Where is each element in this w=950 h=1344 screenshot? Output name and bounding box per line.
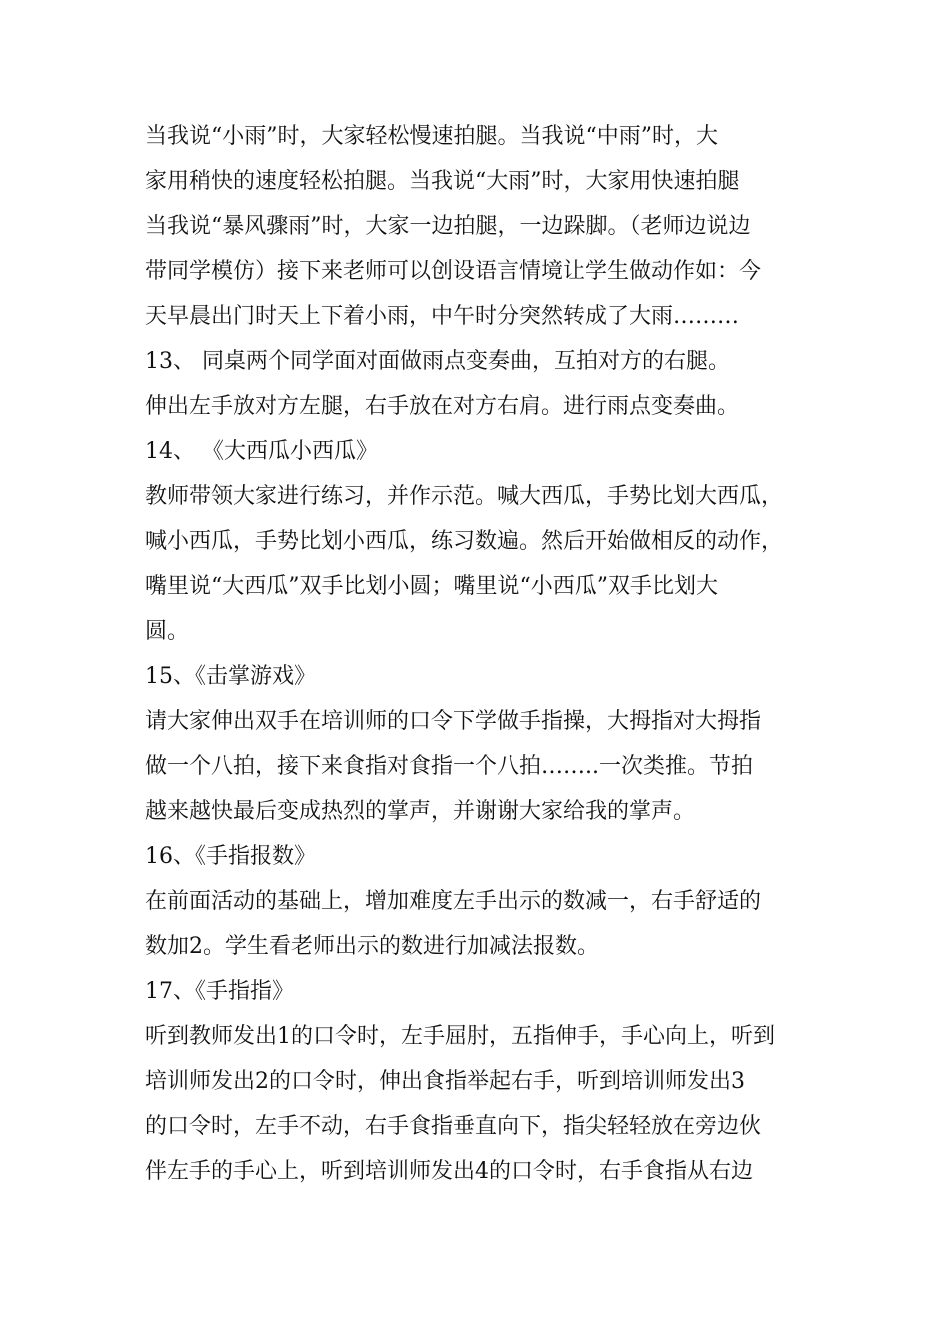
item-14-heading: 14、 《大西瓜小西瓜》 bbox=[145, 439, 378, 464]
item-15-heading: 15、《击掌游戏》 bbox=[145, 664, 316, 689]
document-body bbox=[145, 114, 825, 1194]
text-line: 越来越快最后变成热烈的掌声，并谢谢大家给我的掌声。 bbox=[145, 799, 696, 824]
text-line: 圆。 bbox=[145, 619, 190, 644]
text-line: 伴左手的手心上，听到培训师发出4的口令时，右手食指从右边 bbox=[145, 1159, 753, 1184]
item-16-heading: 16、《手指报数》 bbox=[145, 844, 316, 869]
text-line: 听到教师发出1的口令时，左手屈肘，五指伸手，手心向上，听到 bbox=[145, 1024, 775, 1049]
text-line: 教师带领大家进行练习，并作示范。喊大西瓜，手势比划大西瓜， bbox=[145, 484, 784, 509]
text-line: 伸出左手放对方左腿，右手放在对方右肩。进行雨点变奏曲。 bbox=[145, 394, 740, 419]
text-line: 请大家伸出双手在培训师的口令下学做手指操，大拇指对大拇指 bbox=[145, 709, 762, 734]
text-line: 当我说“小雨”时，大家轻松慢速拍腿。当我说“中雨”时，大 bbox=[145, 124, 718, 149]
text-line: 在前面活动的基础上，增加难度左手出示的数减一，右手舒适的 bbox=[145, 889, 762, 914]
text-line: 当我说“暴风骤雨”时，大家一边拍腿，一边跺脚。（老师边说边 bbox=[145, 214, 751, 239]
item-13-line: 13、 同桌两个同学面对面做雨点变奏曲，互拍对方的右腿。 bbox=[145, 349, 730, 374]
text-line: 培训师发出2的口令时，伸出食指举起右手，听到培训师发出3 bbox=[145, 1069, 745, 1094]
text-line: 数加2。学生看老师出示的数进行加减法报数。 bbox=[145, 934, 599, 959]
text-line: 天早晨出门时天上下着小雨，中午时分突然转成了大雨……… bbox=[145, 304, 740, 329]
text-line: 的口令时，左手不动，右手食指垂直向下，指尖轻轻放在旁边伙 bbox=[145, 1114, 762, 1139]
text-line: 喊小西瓜，手势比划小西瓜，练习数遍。然后开始做相反的动作， bbox=[145, 529, 784, 554]
text-line: 带同学模仿）接下来老师可以创设语言情境让学生做动作如：今 bbox=[145, 259, 762, 284]
text-line: 家用稍快的速度轻松拍腿。当我说“大雨”时，大家用快速拍腿 bbox=[145, 169, 740, 194]
text-line: 做一个八拍，接下来食指对食指一个八拍……..一次类推。节拍 bbox=[145, 754, 753, 779]
text-line: 嘴里说“大西瓜”双手比划小圆；嘴里说“小西瓜”双手比划大 bbox=[145, 574, 718, 599]
item-17-heading: 17、《手指指》 bbox=[145, 979, 294, 1004]
